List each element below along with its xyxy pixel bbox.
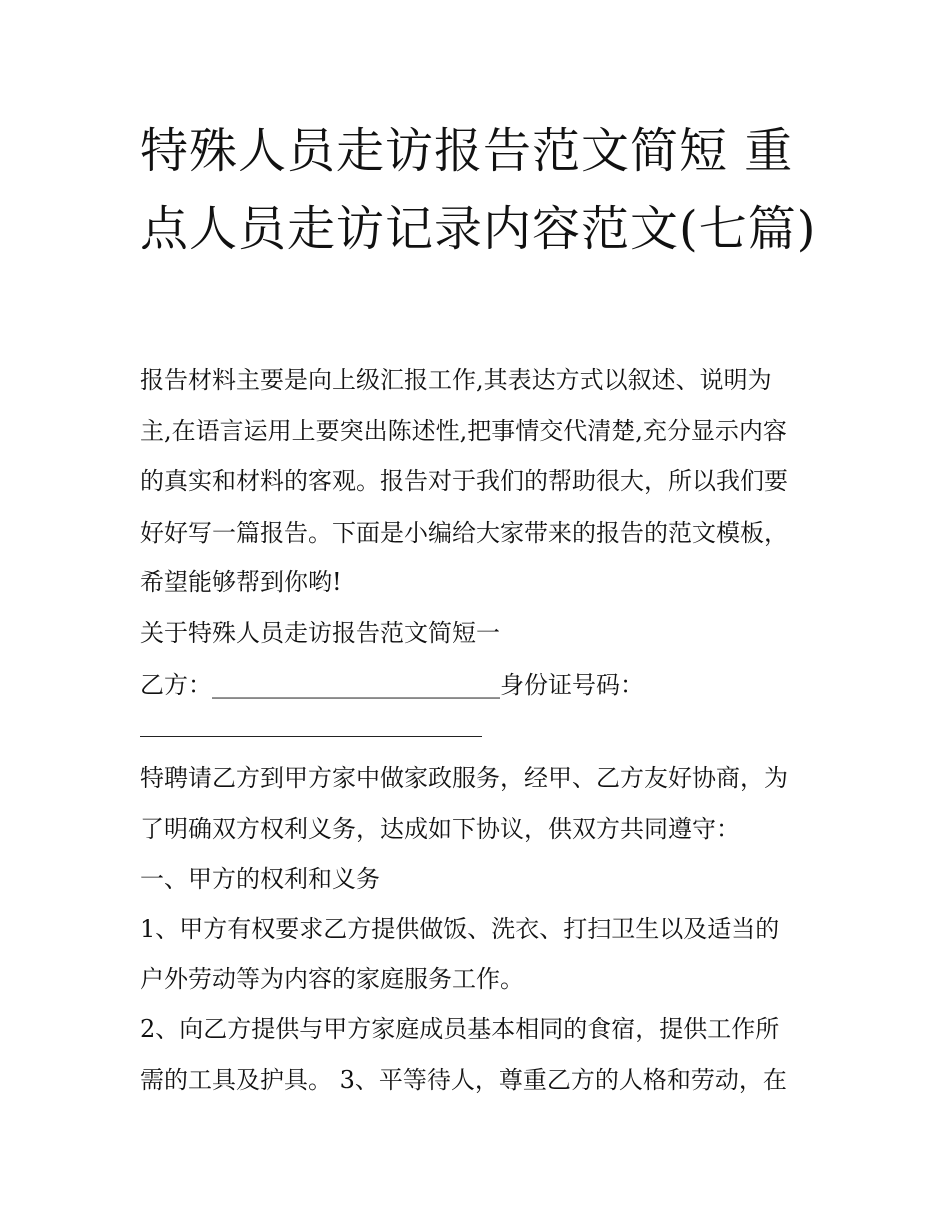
paragraph-line: 好好写一篇报告。下面是小编给大家带来的报告的范文模板， xyxy=(140,519,788,547)
section-heading: 一、甲方的权利和义务 xyxy=(140,865,380,893)
section-heading: 关于特殊人员走访报告范文简短一 xyxy=(140,619,500,647)
paragraph-line: 报告材料主要是向上级汇报工作,其表达方式以叙述、说明为 xyxy=(140,366,772,394)
form-field-line: 乙方：________________________身份证号码： xyxy=(140,671,644,699)
paragraph-line: 主,在语言运用上要突出陈述性,把事情交代清楚,充分显示内容 xyxy=(140,417,787,445)
blank-underline xyxy=(140,736,482,737)
paragraph-line: 了明确双方权利义务，达成如下协议，供双方共同遵守： xyxy=(140,815,740,843)
paragraph-line: 特聘请乙方到甲方家中做家政服务，经甲、乙方友好协商，为 xyxy=(140,764,788,792)
paragraph-line: 1、甲方有权要求乙方提供做饭、洗衣、打扫卫生以及适当的 xyxy=(140,915,780,943)
paragraph-line: 户外劳动等为内容的家庭服务工作。 xyxy=(140,965,524,993)
paragraph-line: 需的工具及护具。 3、平等待人，尊重乙方的人格和劳动，在 xyxy=(140,1066,787,1094)
paragraph-line: 希望能够帮到你哟! xyxy=(140,568,342,596)
document-title: 特殊人员走访报告范文简短 重点人员走访记录内容范文(七篇) xyxy=(140,123,817,257)
paragraph-line: 2、向乙方提供与甲方家庭成员基本相同的食宿，提供工作所 xyxy=(140,1015,780,1043)
paragraph-line: 的真实和材料的客观。报告对于我们的帮助很大，所以我们要 xyxy=(140,467,788,495)
